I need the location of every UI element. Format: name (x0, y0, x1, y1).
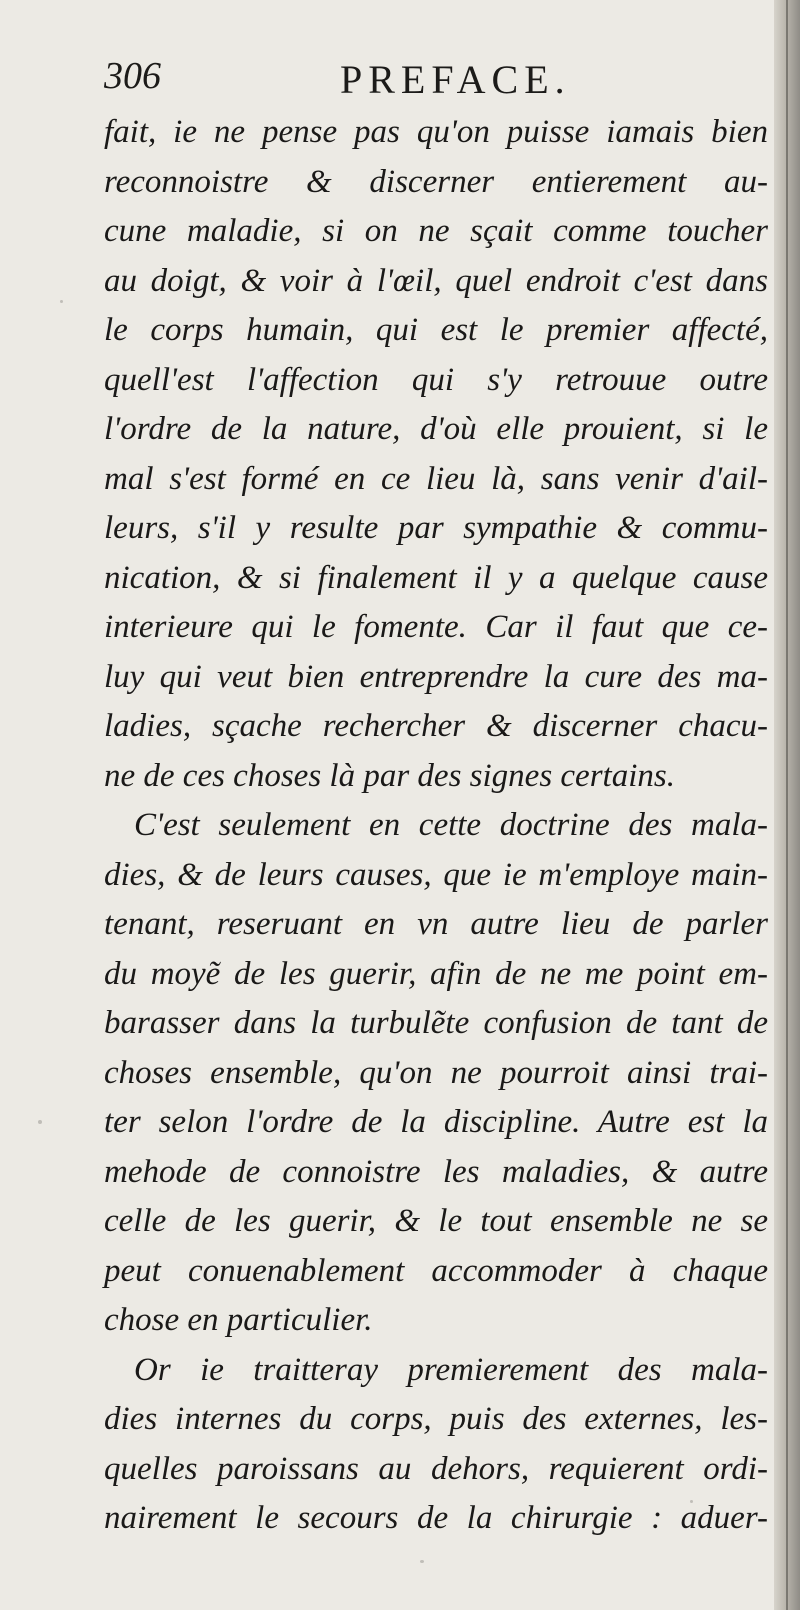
text-line: fait, ie ne pense pas qu'on puisse iamais bien (104, 114, 768, 150)
text-line: chose en particulier. (104, 1302, 373, 1338)
text-line: le corps humain, qui est le premier affecté, (104, 312, 768, 348)
text-line: celle de les guerir, & le tout ensemble ne se (104, 1203, 768, 1239)
paper-speck (38, 1120, 42, 1124)
text-line: nairement le secours de la chirurgie : aduer- (104, 1500, 768, 1536)
text-line: ladies, sçache rechercher & discerner chacu- (104, 708, 768, 744)
text-line: peut conuenablement accommoder à chaque (104, 1252, 768, 1289)
body-text (104, 108, 768, 1544)
text-line: du moyẽ de les guerir, afin de ne me point em- (104, 955, 768, 992)
text-line: luy qui veut bien entreprendre la cure des ma- (104, 658, 768, 695)
text-line: l'ordre de la nature, d'où elle prouient, si le (104, 411, 768, 447)
text-line: mehode de connoistre les maladies, & autre (104, 1153, 768, 1190)
text-line: choses ensemble, qu'on ne pourroit ainsi trai- (104, 1054, 768, 1091)
text-line: barasser dans la turbulẽte confusion de tant de (104, 1005, 768, 1041)
text-line: quelles paroissans au dehors, requierent ordi- (104, 1450, 768, 1487)
text-line: tenant, reseruant en vn autre lieu de parler (104, 906, 768, 942)
text-line: au doigt, & voir à l'œil, quel endroit c'est dans (104, 262, 768, 299)
paragraph-start-line: Or ie traitteray premierement des mala- (134, 1351, 768, 1388)
text-line: reconnoistre & discerner entierement au- (104, 163, 768, 200)
text-line: cune maladie, si on ne sçait comme toucher (104, 213, 768, 249)
page-number: 306 (104, 55, 161, 97)
paper-speck (420, 1560, 424, 1563)
text-line: mal s'est formé en ce lieu là, sans venir d'ail- (104, 460, 768, 497)
text-line: ne de ces choses là par des signes certains. (104, 757, 675, 794)
text-line: nication, & si finalement il y a quelque cause (104, 559, 768, 596)
page-edge-line (786, 0, 788, 1610)
text-line: leurs, s'il y resulte par sympathie & commu- (104, 510, 768, 546)
text-line: interieure qui le fomente. Car il faut que ce- (104, 609, 768, 645)
text-line: quell'est l'affection qui s'y retrouue outre (104, 361, 768, 398)
paper-speck (60, 300, 63, 303)
paragraph-start-line: C'est seulement en cette doctrine des mala- (134, 807, 768, 843)
text-line: dies, & de leurs causes, que ie m'employe main- (104, 856, 768, 893)
paper-speck (690, 1500, 693, 1503)
page-header (0, 48, 800, 108)
running-head: PREFACE. (340, 57, 571, 102)
text-line: dies internes du corps, puis des externes, les- (104, 1401, 768, 1437)
text-line: ter selon l'ordre de la discipline. Autre est la (104, 1104, 768, 1140)
